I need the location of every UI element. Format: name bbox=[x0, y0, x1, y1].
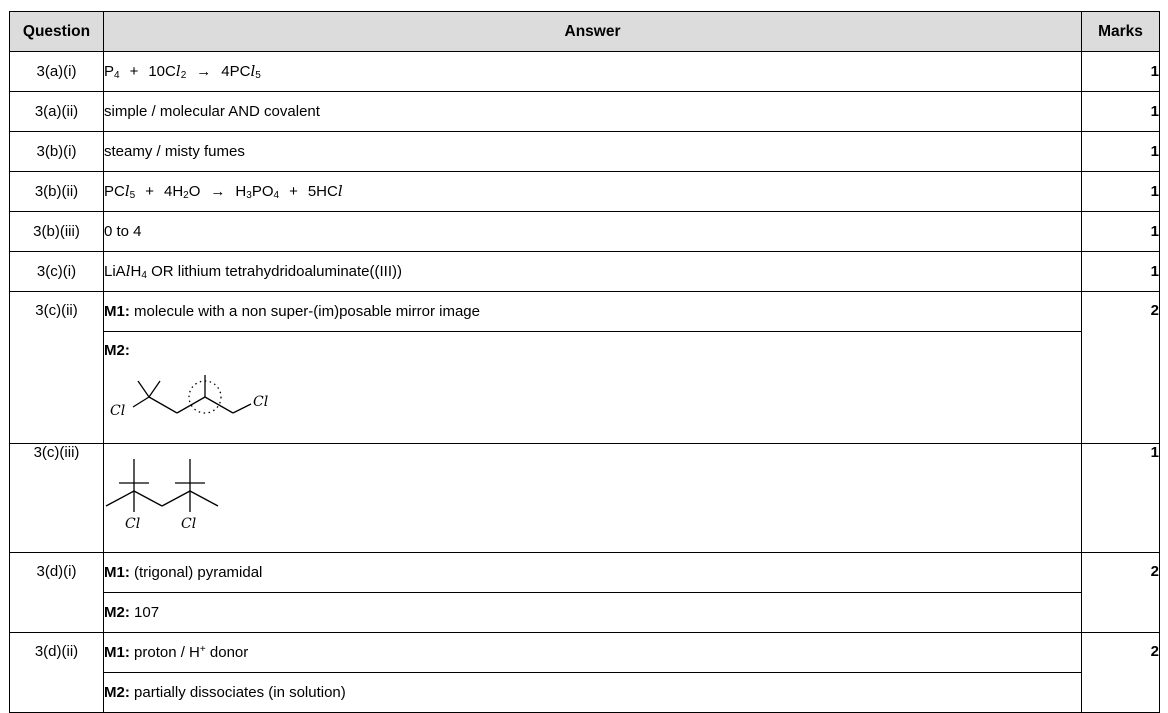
marks-value: 2 bbox=[1082, 553, 1160, 633]
m2-cell bbox=[104, 673, 1082, 713]
chlorine-label: Cl bbox=[125, 516, 141, 532]
question-id: 3(c)(iii) bbox=[10, 444, 104, 553]
chlorine-label: Cl bbox=[253, 394, 269, 410]
table-row bbox=[10, 332, 1160, 444]
question-id: 3(d)(ii) bbox=[10, 633, 104, 713]
marks-value: 1 bbox=[1082, 92, 1160, 132]
question-id: 3(a)(i) bbox=[10, 52, 104, 92]
answer-text: steamy / misty fumes bbox=[104, 132, 1082, 172]
m1-text: proton / H bbox=[134, 644, 200, 661]
marks-value: 1 bbox=[1082, 132, 1160, 172]
table-row bbox=[10, 252, 1160, 292]
question-id: 3(b)(i) bbox=[10, 132, 104, 172]
m1-label: M1: bbox=[104, 303, 130, 320]
mark-scheme-table bbox=[9, 11, 1160, 713]
question-id: 3(a)(ii) bbox=[10, 92, 104, 132]
m1-text: (trigonal) pyramidal bbox=[134, 564, 263, 581]
m1-label: M1: bbox=[104, 564, 130, 581]
equation-p4-cl2: $P_4 + 10Cl_2 \to 4PCl_5$ bbox=[104, 62, 261, 81]
m1-cell bbox=[104, 292, 1082, 332]
marks-value: 1 bbox=[1082, 444, 1160, 553]
answer-cell bbox=[104, 172, 1082, 212]
table-row bbox=[10, 132, 1160, 172]
question-id: 3(b)(iii) bbox=[10, 212, 104, 252]
header-row bbox=[10, 12, 1160, 52]
table-row bbox=[10, 673, 1160, 713]
marks-value: 1 bbox=[1082, 252, 1160, 292]
m2-text: 107 bbox=[134, 604, 160, 621]
formula-lialh4: LiAlH$_4$ bbox=[104, 262, 147, 281]
m1-label: M1: bbox=[104, 644, 130, 661]
m1-text: molecule with a non super-(im)posable mirror image bbox=[134, 303, 480, 320]
table-row bbox=[10, 172, 1160, 212]
m2-label: M2: bbox=[104, 684, 130, 701]
m2-label: M2: bbox=[104, 604, 130, 621]
answer-cell bbox=[104, 252, 1082, 292]
m2-label: M2: bbox=[104, 342, 130, 359]
marks-value: 2 bbox=[1082, 633, 1160, 713]
header-answer: Answer bbox=[104, 12, 1082, 52]
chiral-molecule-structure bbox=[104, 361, 304, 431]
question-id: 3(c)(ii) bbox=[10, 292, 104, 444]
chlorine-label: Cl bbox=[181, 516, 197, 532]
marks-value: 1 bbox=[1082, 52, 1160, 92]
table-row bbox=[10, 212, 1160, 252]
header-marks: Marks bbox=[1082, 12, 1160, 52]
table-row bbox=[10, 633, 1160, 673]
marks-value: 2 bbox=[1082, 292, 1160, 444]
answer-cell bbox=[104, 52, 1082, 92]
m2-cell bbox=[104, 332, 1082, 444]
table-row bbox=[10, 444, 1160, 553]
answer-text: OR lithium tetrahydridoaluminate((III)) bbox=[151, 263, 402, 280]
answer-text: simple / molecular AND covalent bbox=[104, 92, 1082, 132]
question-id: 3(b)(ii) bbox=[10, 172, 104, 212]
equation-pcl5-hydrolysis: $PCl_5 + 4H_2O \to H_3PO_4 + 5HCl$ bbox=[104, 182, 343, 201]
answer-cell bbox=[104, 444, 1082, 553]
table-row bbox=[10, 52, 1160, 92]
marks-value: 1 bbox=[1082, 212, 1160, 252]
chlorine-label: Cl bbox=[110, 403, 126, 419]
table-row bbox=[10, 593, 1160, 633]
dichloro-structure bbox=[104, 454, 304, 534]
table-row bbox=[10, 553, 1160, 593]
m1-cell bbox=[104, 553, 1082, 593]
m1-text-tail: donor bbox=[209, 644, 249, 661]
answer-text: 0 to 4 bbox=[104, 212, 1082, 252]
marks-value: 1 bbox=[1082, 172, 1160, 212]
m2-text: partially dissociates (in solution) bbox=[134, 684, 346, 701]
m2-cell bbox=[104, 593, 1082, 633]
header-question: Question bbox=[10, 12, 104, 52]
table-row bbox=[10, 92, 1160, 132]
m1-cell: M1: proton / H+ donor bbox=[104, 633, 1082, 673]
question-id: 3(c)(i) bbox=[10, 252, 104, 292]
table-row bbox=[10, 292, 1160, 332]
question-id: 3(d)(i) bbox=[10, 553, 104, 633]
